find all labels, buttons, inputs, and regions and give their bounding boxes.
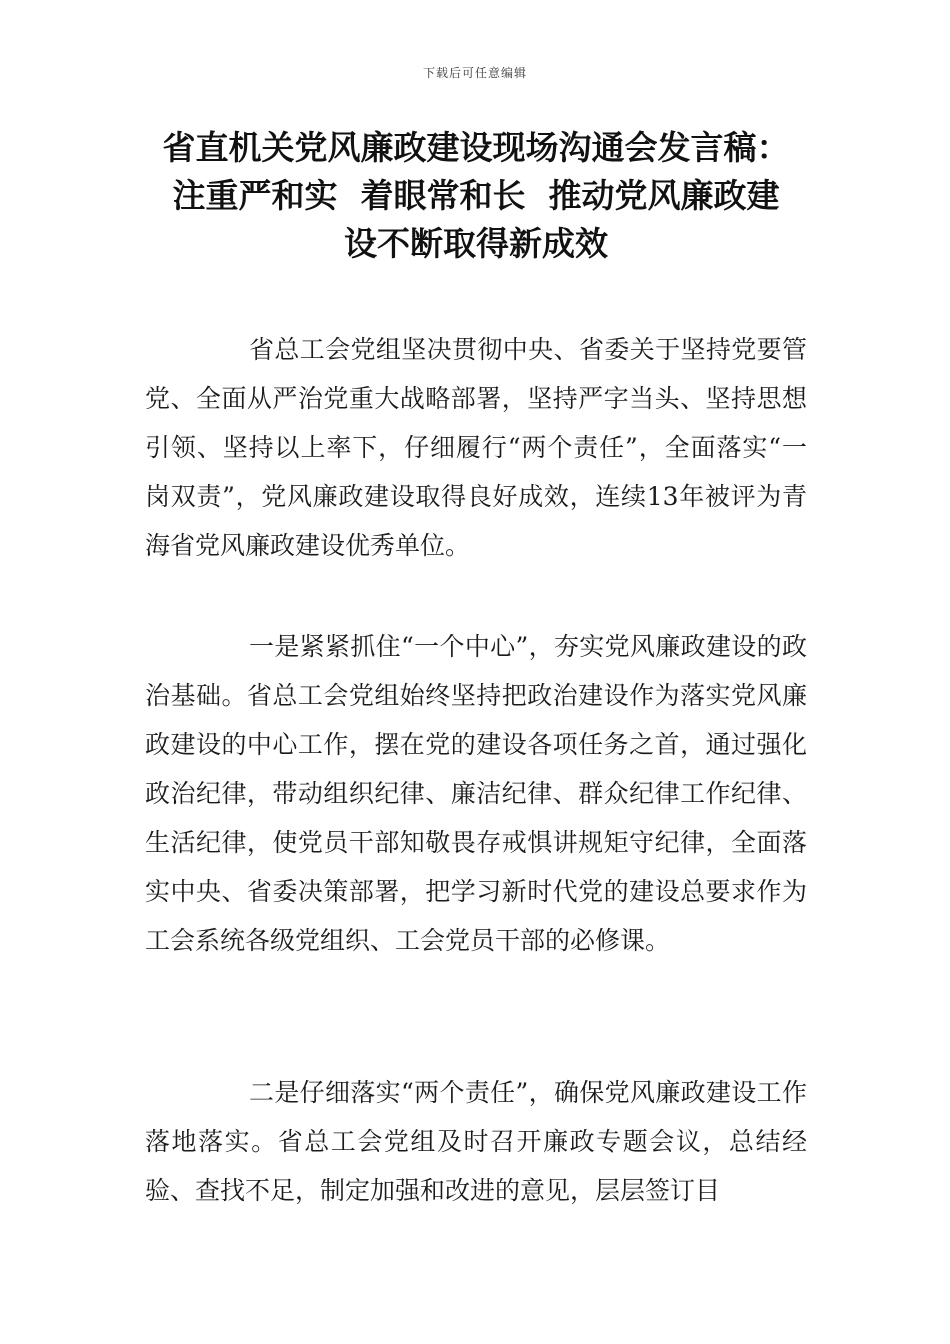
document-title bbox=[145, 124, 807, 268]
title-line-2: 注重严和实 着眼常和长 推动党风廉政建 bbox=[172, 176, 780, 215]
title-line-1: 省直机关党风廉政建设现场沟通会发言稿： bbox=[162, 128, 790, 167]
paragraph-point-two: 二是仔细落实“两个责任”，确保党风廉政建设工作落地落实。省总工会党组及时召开廉政专题会议，总结经验、查找不足，制定加强和改进的意见，层层签订目 bbox=[145, 1078, 807, 1205]
page-header-note: 下载后可任意编辑 bbox=[422, 66, 527, 80]
paragraph-point-one: 一是紧紧抓住“一个中心”，夯实党风廉政建设的政治基础。省总工会党组始终坚持把政治建设作为落实党风廉政建设的中心工作，摆在党的建设各项任务之首，通过强化政治纪律，带动组织纪律、廉洁纪律、群众纪律工作纪律、生活纪律，使党员干部知敬畏存戒惧讲规矩守纪律，全面落实中央、省委决策部署，把学习新时代党的建设总要求作为工会系统各级党组织、工会党员干部的必修课。 bbox=[145, 632, 807, 955]
title-line-3: 设不断取得新成效 bbox=[344, 224, 608, 263]
paragraph-intro: 省总工会党组坚决贯彻中央、省委关于坚持党要管党、全面从严治党重大战略部署，坚持严字当头、坚持思想引领、坚持以上率下，仔细履行“两个责任”，全面落实“一岗双责”，党风廉政建设取得良好成效，连续13年被评为青海省党风廉政建设优秀单位。 bbox=[145, 335, 807, 560]
